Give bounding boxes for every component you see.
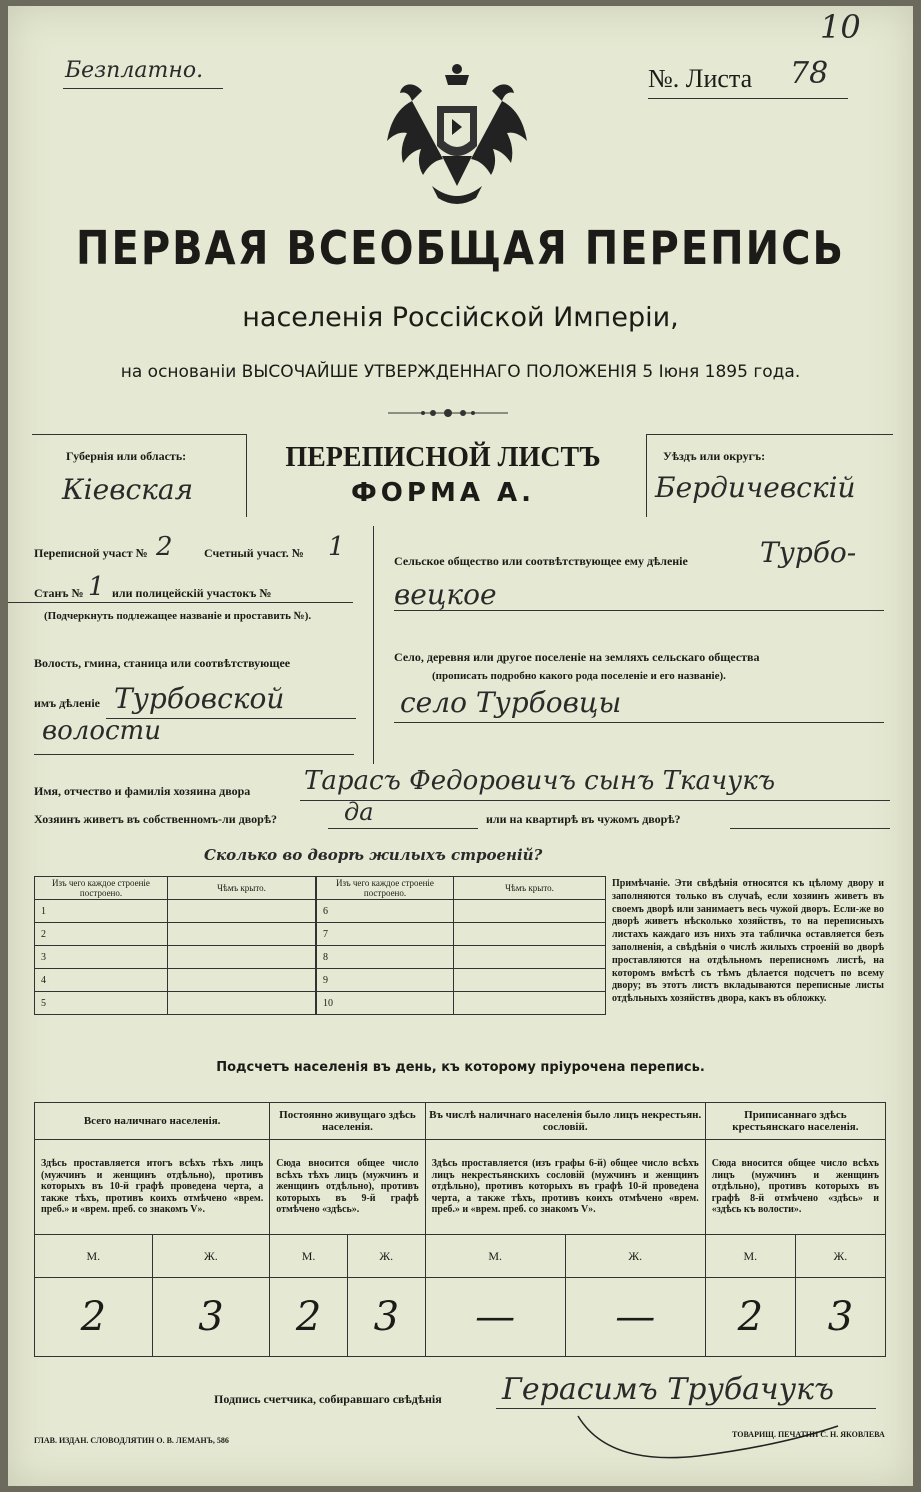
table-row <box>35 900 316 923</box>
owner-name-value: Тарасъ Федоровичъ сынъ Ткачукъ <box>304 766 776 796</box>
buildings-question: Сколько во дворѣ жилыхъ строеній? <box>204 846 543 864</box>
row-number: 10 <box>317 992 454 1015</box>
row-number: 3 <box>35 946 168 969</box>
desc-registered: Сюда вносится общее число всѣхъ лицъ (мужчинъ и женщинъ отдѣльно), противъ которыхъ въ графѣ 8-й отмѣчено «здѣсь» и «здѣсь къ волости». <box>705 1140 885 1235</box>
permanent-female: 3 <box>347 1278 425 1357</box>
underline-note: (Подчеркнуть подлежащее названіе и проставить №). <box>44 610 312 622</box>
desc-permanent: Сюда вносится общее число всѣхъ тѣхъ лицъ (мужчинъ и женщинъ отдѣльно), противъ которыхъ въ 9-й графѣ отмѣчено «здѣсь». <box>270 1140 425 1235</box>
desc-present: Здѣсь проставляется итогъ всѣхъ тѣхъ лицъ (мужчинъ и женщинъ отдѣльно), противъ которыхъ въ 10-й графѣ проведена черта, а также тѣхъ, противъ коихъ отмѣчено «врем. преб.» и «врем. преб. со знакомъ V». <box>35 1140 270 1235</box>
owner-lives-value: да <box>344 798 374 826</box>
census-section-label: Переписной участ № <box>34 546 148 560</box>
volost-value: Турбовской <box>114 682 285 715</box>
registered-male: 2 <box>705 1278 795 1357</box>
counting-section-value: 1 <box>328 532 345 562</box>
free-label: Безплатно. <box>65 58 204 83</box>
row-number: 2 <box>35 923 168 946</box>
society-value-2: вецкое <box>394 578 497 611</box>
col-roof: Чѣмъ крыто. <box>168 877 316 900</box>
signature-label: Подпись счетчика, собиравшаго свѣдѣнія <box>214 1392 442 1406</box>
table-row <box>317 969 606 992</box>
stan-value: 1 <box>88 572 105 602</box>
page-subtitle: населенія Россійской Имперіи, <box>242 302 679 333</box>
district-value: Бердичевскій <box>655 471 856 504</box>
census-sheet <box>8 6 913 1486</box>
province-label: Губернія или область: <box>66 449 187 463</box>
volost-value-2: волости <box>42 716 161 746</box>
female-label: Ж. <box>795 1235 885 1278</box>
table-row <box>317 992 606 1015</box>
corner-number: 10 <box>820 8 861 46</box>
owner-apartment-label: или на квартирѣ въ чужомъ дворѣ? <box>486 812 681 826</box>
col-material: Изъ чего каждое строеніе построено. <box>35 877 168 900</box>
table-row <box>35 923 316 946</box>
sheet-number-label: №. Листа <box>648 64 753 93</box>
male-label: М. <box>425 1235 565 1278</box>
population-table <box>34 1102 886 1357</box>
row-number: 9 <box>317 969 454 992</box>
female-label: Ж. <box>347 1235 425 1278</box>
double-headed-eagle-emblem <box>382 61 532 211</box>
registered-female: 3 <box>795 1278 885 1357</box>
desc-non-peasant: Здѣсь проставляется (изъ графы 6-й) общее число всѣхъ лицъ некрестьянскихъ сословій (мужчинъ и женщинъ отдѣльно), противъ которыхъ въ графѣ 10-й проведена черта, а также тѣхъ, противъ коихъ отмѣчено «врем. преб.» и «врем. преб. со знакомъ V». <box>425 1140 705 1235</box>
present-male: 2 <box>35 1278 153 1357</box>
stan-label: Станъ № <box>34 586 84 600</box>
col-head-registered: Приписаннаго здѣсь крестьянскаго населенія. <box>705 1103 885 1140</box>
population-title: Подсчетъ населенія въ день, къ которому пріурочена перепись. <box>216 1060 705 1075</box>
female-label: Ж. <box>565 1235 705 1278</box>
col-head-non-peasant: Въ числѣ наличнаго населенія было лицъ некрестьян. сословій. <box>425 1103 705 1140</box>
province-value: Кіевская <box>62 473 194 506</box>
buildings-table-left <box>34 876 316 1015</box>
printer-left: ГЛАВ. ИЗДАН. СЛОВОДЛЯТИН О. В. ЛЕМАНЪ, 586 <box>34 1436 229 1445</box>
male-label: М. <box>35 1235 153 1278</box>
row-number: 7 <box>317 923 454 946</box>
female-label: Ж. <box>152 1235 270 1278</box>
owner-lives-label: Хозяинъ живетъ въ собственномъ-ли дворѣ? <box>34 812 278 826</box>
form-type: ФОРМА А. <box>351 478 535 508</box>
page-title: ПЕРВАЯ ВСЕОБЩАЯ ПЕРЕПИСЬ <box>76 222 845 276</box>
volost-label-2: имъ дѣленіе <box>34 696 100 710</box>
province-box <box>32 434 247 517</box>
table-row <box>317 900 606 923</box>
buildings-table-right <box>316 876 606 1015</box>
non-peasant-female: — <box>565 1278 705 1357</box>
district-label: Уѣздъ или округъ: <box>663 449 766 463</box>
table-row <box>35 992 316 1015</box>
counting-section-label: Счетный участ. № <box>204 546 304 560</box>
legal-basis: на основаніи ВЫСОЧАЙШЕ УТВЕРЖДЕННАГО ПОЛОЖЕНІЯ 5 Іюня 1895 года. <box>120 362 801 382</box>
table-row <box>35 946 316 969</box>
village-value: село Турбовцы <box>400 686 622 719</box>
volost-label: Волость, гмина, станица или соотвѣтствующее <box>34 656 291 670</box>
male-label: М. <box>270 1235 348 1278</box>
census-section-value: 2 <box>156 532 173 562</box>
non-peasant-male: — <box>425 1278 565 1357</box>
row-number: 6 <box>317 900 454 923</box>
village-note: (прописать подробно какого рода поселеніе и его названіе). <box>432 670 726 682</box>
district-box <box>646 434 893 517</box>
col-head-permanent: Постоянно живущаго здѣсь населенія. <box>270 1103 425 1140</box>
buildings-note: Примѣчаніе. Эти свѣдѣнія относятся къ цѣлому двору и заполняются только въ случаѣ, если хозяинъ живетъ въ своемъ дворѣ или занимаетъ весь чужой дворъ. Если-же во дворѣ живетъ нѣсколько хозяйствъ, то на переписныхъ листахъ каждаго изъ нихъ эта табличка оставляется безъ заполненія, а свѣдѣнія о числѣ жилыхъ строеній во дворѣ проставляются на отдѣльномъ переписномъ листѣ, на которомъ вмѣстѣ съ тѣмъ дѣлается подсчетъ по всему двору; въ этотъ листъ вкладываются переписные листы отдѣльныхъ хозяйствъ двора, какъ въ обложку. <box>612 878 884 1005</box>
row-number: 4 <box>35 969 168 992</box>
printer-right: ТОВАРИЩ. ПЕЧАТНИ С. Н. ЯКОВЛЕВА <box>732 1430 885 1439</box>
male-label: М. <box>705 1235 795 1278</box>
table-row <box>35 969 316 992</box>
col-head-present: Всего наличнаго населенія. <box>35 1103 270 1140</box>
table-row <box>317 923 606 946</box>
col-material: Изъ чего каждое строеніе построено. <box>317 877 454 900</box>
society-label: Сельское общество или соотвѣтствующее ему дѣленіе <box>394 554 688 568</box>
row-number: 5 <box>35 992 168 1015</box>
table-row <box>317 946 606 969</box>
col-roof: Чѣмъ крыто. <box>454 877 606 900</box>
owner-name-label: Имя, отчество и фамилія хозяина двора <box>34 784 251 798</box>
present-female: 3 <box>152 1278 270 1357</box>
row-number: 8 <box>317 946 454 969</box>
sheet-number-value: 78 <box>790 56 829 91</box>
ornament-divider <box>388 406 508 420</box>
permanent-male: 2 <box>270 1278 348 1357</box>
row-number: 1 <box>35 900 168 923</box>
form-name: ПЕРЕПИСНОЙ ЛИСТЪ <box>285 442 601 473</box>
police-label: или полицейскій участокъ № <box>112 586 272 600</box>
signature-value: Герасимъ Трубачукъ <box>502 1372 835 1407</box>
village-label: Село, деревня или другое поселеніе на земляхъ сельскаго общества <box>394 650 760 664</box>
society-value: Турбо- <box>760 536 857 569</box>
